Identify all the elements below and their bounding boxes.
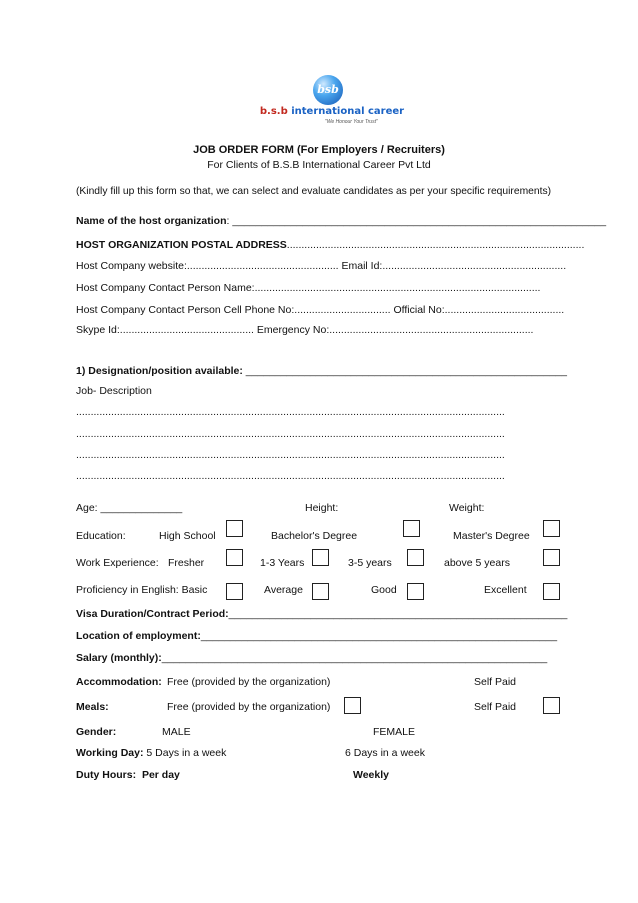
weight-label: Weight: [449,502,485,514]
gender-male-label: MALE [162,726,191,738]
english-proficiency-label: Proficiency in English: Basic [76,584,208,596]
location-line[interactable]: _____________________________________________________________ [200,630,558,642]
website-email-row[interactable]: Host Company website:.................................................... Email Id:............................................................... [76,260,567,272]
salary-line[interactable]: __________________________________________________________________ [161,652,548,664]
company-logo-text: b.s.b international career [259,106,405,117]
education-masters-label: Master's Degree [453,530,530,542]
salary-row[interactable] [76,652,547,664]
postal-address-row[interactable] [76,239,584,251]
working-day-row [76,747,226,759]
meals-free-checkbox[interactable] [344,697,361,714]
english-average-label: Average [264,584,303,596]
english-average-checkbox[interactable] [312,583,329,600]
work-fresher-label: Fresher [168,557,205,569]
work-1-3-years-checkbox[interactable] [312,549,329,566]
skype-emergency-row[interactable]: Skype Id:.............................................. Emergency No:...................................................................... [76,324,534,336]
work-above-5-years-checkbox[interactable] [543,549,560,566]
work-3-5-years-checkbox[interactable] [407,549,424,566]
job-description-line[interactable]: ................................................................................................................................................... [76,470,505,482]
meals-self-paid-label: Self Paid [474,701,517,713]
designation-row[interactable] [76,365,567,377]
job-description-line[interactable]: ................................................................................................................................................... [76,428,505,440]
gender-label: Gender: [76,726,117,738]
meals-label: Meals: [76,701,109,713]
working-day-6-label: 6 Days in a week [345,747,425,759]
education-masters-checkbox[interactable] [543,520,560,537]
duty-weekly-label: Weekly [353,769,389,781]
form-subtitle: For Clients of B.S.B International Career Pvt Ltd [207,159,431,171]
job-description-line[interactable]: ................................................................................................................................................... [76,449,505,461]
company-logo-emblem: bsb [313,75,343,105]
meals-self-paid-checkbox[interactable] [543,697,560,714]
form-instruction: (Kindly fill up this form so that, we can select and evaluate candidates as per your specific requirements) [76,186,552,197]
english-excellent-checkbox[interactable] [543,583,560,600]
designation-label: 1) Designation/position available: [76,365,243,377]
host-organization-label: Name of the host organization [76,215,227,227]
education-high-school-checkbox[interactable] [226,520,243,537]
visa-duration-label: Visa Duration/Contract Period: [76,608,229,620]
education-bachelors-checkbox[interactable] [403,520,420,537]
english-basic-label: Basic [181,584,208,596]
designation-line[interactable]: _______________________________________________________ [242,365,567,377]
company-tagline: "We Honour Your Trust" [325,119,378,125]
work-3-5-years-label: 3-5 years [348,557,392,569]
education-label: Education: [76,530,126,542]
accommodation-free-label: Free (provided by the organization) [167,676,331,688]
location-row[interactable] [76,630,557,642]
postal-address-line[interactable]: ...................................................................................................... [286,239,585,251]
working-day-label: Working Day: [76,747,144,759]
work-1-3-years-label: 1-3 Years [260,557,305,569]
postal-address-label: HOST ORGANIZATION POSTAL ADDRESS [76,239,287,251]
english-good-checkbox[interactable] [407,583,424,600]
host-organization-row[interactable] [76,215,606,227]
duty-hours-label: Duty Hours: [76,769,137,781]
work-above-5-years-label: above 5 years [444,557,510,569]
work-experience-label: Work Experience: [76,557,159,569]
english-excellent-label: Excellent [484,584,527,596]
age-field[interactable]: Age: ______________ [76,502,183,514]
form-title: JOB ORDER FORM (For Employers / Recruiters) [193,144,445,156]
education-high-school-label: High School [159,530,216,542]
job-description-label: Job- Description [76,385,152,397]
job-description-line[interactable]: ................................................................................................................................................... [76,406,505,418]
english-good-label: Good [371,584,397,596]
work-fresher-checkbox[interactable] [226,549,243,566]
working-day-5-label: 5 Days in a week [146,747,227,759]
accommodation-self-paid-label: Self Paid [474,676,517,688]
gender-female-label: FEMALE [373,726,416,738]
visa-duration-row[interactable] [76,608,567,620]
location-label: Location of employment: [76,630,201,642]
contact-person-row[interactable]: Host Company Contact Person Name:.................................................................................................. [76,282,541,294]
accommodation-label: Accommodation: [76,676,162,688]
duty-per-day-label: Per day [141,769,180,781]
english-basic-checkbox[interactable] [226,583,243,600]
duty-hours-row [76,769,180,781]
height-label: Height: [305,502,339,514]
education-bachelors-label: Bachelor's Degree [271,530,358,542]
host-organization-line[interactable]: : ________________________________________________________________ [226,215,607,227]
cell-phone-row[interactable]: Host Company Contact Person Cell Phone No:................................. Official No:......................................... [76,304,565,316]
meals-free-label: Free (provided by the organization) [167,701,331,713]
visa-duration-line[interactable]: __________________________________________________________ [228,608,568,620]
salary-label: Salary (monthly): [76,652,162,664]
